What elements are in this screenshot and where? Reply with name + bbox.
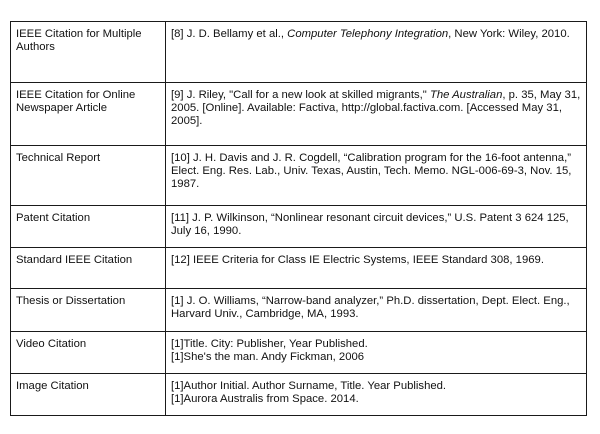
table-row — [11, 22, 587, 83]
citation-example-cell: [1] J. O. Williams, “Narrow-band analyzer,” Ph.D. dissertation, Dept. Elect. Eng., Harvard Univ., Cambridge, MA, 1993. — [166, 289, 587, 332]
table-row — [11, 289, 587, 332]
table-row — [11, 83, 587, 146]
citation-type-cell: Patent Citation — [11, 206, 166, 248]
table-row — [11, 146, 587, 206]
citation-type-cell: IEEE Citation for Online Newspaper Article — [11, 83, 166, 146]
citation-text: [9] J. Riley, "Call for a new look at skilled migrants," — [171, 89, 430, 101]
citation-example-cell — [166, 22, 587, 83]
citation-example-cell — [166, 332, 587, 374]
citation-text: , p. 35, May 31, 2005. [Online]. Available: Factiva, http://global.factiva.com. [Accessed May 31, 2005]. — [171, 89, 581, 127]
citation-line: [1]Aurora Australis from Space. 2014. — [171, 393, 359, 405]
table-row — [11, 248, 587, 289]
citation-line: [1]She's the man. Andy Fickman, 2006 — [171, 351, 365, 363]
table-row — [11, 206, 587, 248]
table-row — [11, 332, 587, 374]
citation-type-cell: Image Citation — [11, 374, 166, 416]
citation-italic-title: The Australian — [429, 89, 503, 101]
citation-table-container — [10, 21, 587, 416]
citation-line: [1]Title. City: Publisher, Year Published. — [171, 338, 368, 350]
citation-text: , New York: Wiley, 2010. — [448, 28, 570, 40]
citation-type-cell: Standard IEEE Citation — [11, 248, 166, 289]
citation-table — [10, 21, 587, 416]
citation-example-cell: [11] J. P. Wilkinson, “Nonlinear resonant circuit devices,” U.S. Patent 3 624 125, July 16, 1990. — [166, 206, 587, 248]
citation-text: [8] J. D. Bellamy et al., — [171, 28, 288, 40]
citation-type-cell: Technical Report — [11, 146, 166, 206]
citation-example-cell: [12] IEEE Criteria for Class IE Electric Systems, IEEE Standard 308, 1969. — [166, 248, 587, 289]
citation-type-cell: Video Citation — [11, 332, 166, 374]
citation-italic-title: Computer Telephony Integration — [287, 28, 449, 40]
citation-example-cell — [166, 374, 587, 416]
citation-example-cell — [166, 83, 587, 146]
citation-example-cell: [10] J. H. Davis and J. R. Cogdell, “Calibration program for the 16-foot antenna,” Elect. Eng. Res. Lab., Univ. Texas, Austin, Tech. Memo. NGL-006-69-3, Nov. 15, 1987. — [166, 146, 587, 206]
table-row — [11, 374, 587, 416]
citation-line: [1]Author Initial. Author Surname, Title. Year Published. — [171, 380, 447, 392]
citation-type-cell: Thesis or Dissertation — [11, 289, 166, 332]
citation-type-cell: IEEE Citation for Multiple Authors — [11, 22, 166, 83]
